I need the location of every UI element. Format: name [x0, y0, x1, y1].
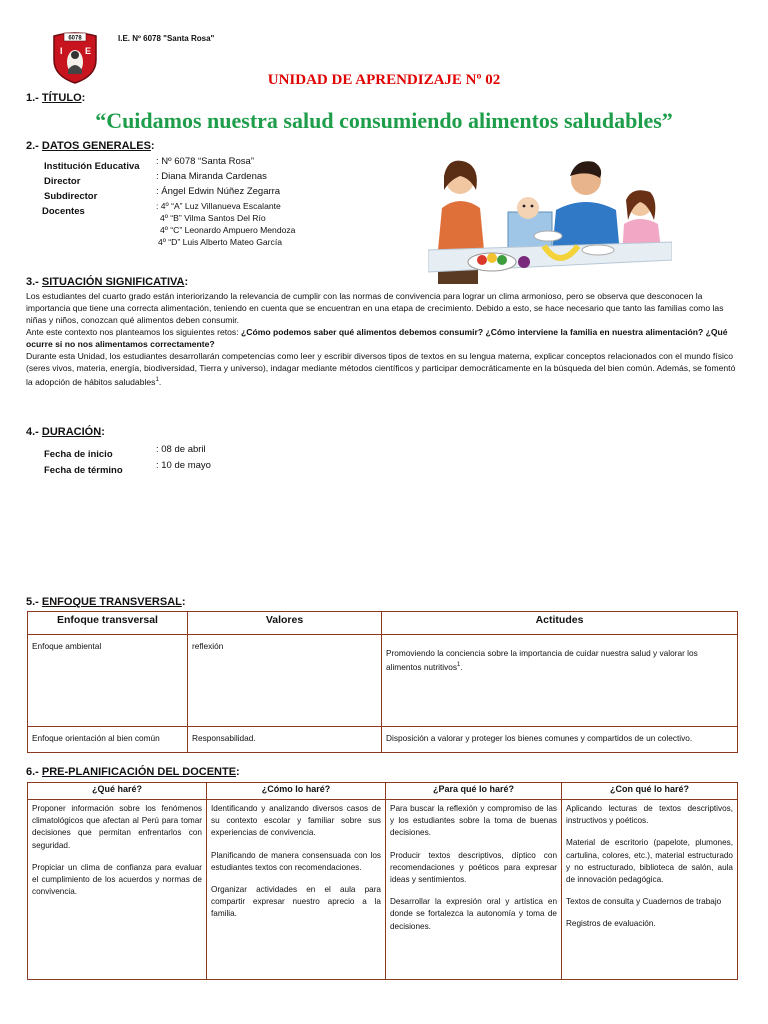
cell-paragraph: Producir textos descriptivos, díptico con recomendaciones y poéticos para expresar ideas y sentimientos. [390, 850, 557, 885]
table-header-row [28, 612, 738, 635]
cell-paragraph: Identificando y analizando diversos casos de su contexto escolar y familiar sobre sus experiencias de convivencia. [211, 804, 381, 838]
section-3-number: 3.- [26, 276, 42, 288]
data-row-teachers [42, 201, 424, 217]
section-6-heading [26, 766, 240, 778]
unit-title: UNIDAD DE APRENDIZAJE Nº 02 [267, 72, 501, 88]
end-date-row [44, 460, 344, 476]
data-label: Director [44, 176, 81, 187]
section-4-label: DURACIÓN [41, 426, 102, 438]
table-row [28, 727, 738, 753]
cell-paragraph: Para buscar la reflexión y compromiso de las y los estudiantes sobre la toma de buenas decisiones. [390, 804, 557, 838]
section-1-heading [26, 92, 85, 104]
data-value: : Diana Miranda Cardenas [156, 171, 267, 182]
table-row [28, 800, 738, 980]
actitud-cell: Disposición a valorar y proteger los bienes comunes y compartidos de un colectivo. [382, 727, 738, 753]
section-5-number: 5.- [26, 596, 42, 608]
teacher-preplanning-table [27, 782, 738, 980]
data-row-institution [44, 156, 424, 171]
enfoque-cell: Enfoque orientación al bien común [28, 727, 188, 753]
section-2-colon: : [150, 140, 155, 152]
data-row-subdirector [44, 186, 424, 201]
data-value: : Ángel Edwin Núñez Zegarra [156, 186, 281, 197]
duration-block [44, 444, 344, 476]
section-6-number: 6.- [26, 766, 42, 778]
section-2-heading [26, 140, 155, 152]
challenges-intro: Ante este contexto nos planteamos los siguientes retos: [26, 327, 241, 337]
enfoque-cell: Enfoque ambiental [28, 635, 188, 727]
cell-paragraph: Material de escritorio (papelote, plumones, cartulina, colores, etc.), material estructurado y no estructurado, biblioteca de salón, aula de innovación pedagógica. [566, 838, 733, 885]
situation-paragraph-2 [26, 326, 741, 350]
valor-cell: Responsabilidad. [188, 727, 382, 753]
cell-paragraph: Aplicando lecturas de textos descriptivos, instructivos y poéticos. [566, 804, 733, 826]
cell-paragraph: Textos de consulta y Cuadernos de trabajo [566, 897, 722, 907]
start-date-value: : 08 de abril [156, 444, 206, 455]
footnote-mark: 1 [155, 377, 159, 383]
actitud-end: . [460, 661, 463, 672]
actitud-cell [382, 635, 738, 727]
logo-letter-i: I [60, 46, 63, 56]
cell-paragraph: Propiciar un clima de confianza para evaluar el cumplimiento de los acuerdos y normas de convivencia. [32, 862, 202, 897]
section-5-label: ENFOQUE TRANSVERSAL [41, 596, 182, 608]
como-lo-hare-cell [207, 800, 386, 980]
section-3-label: SITUACIÓN SIGNIFICATIVA [41, 276, 185, 288]
significant-situation [26, 290, 741, 388]
cell-paragraph: Proponer información sobre los fenómenos climatológicos que afectan al Perú para tomar decisiones que permitan enfrentarlos con seguridad. [32, 804, 202, 850]
data-row-director [44, 171, 424, 186]
que-hare-cell [28, 800, 207, 980]
header-actitudes: Actitudes [382, 612, 738, 635]
header-enfoque: Enfoque transversal [28, 612, 188, 635]
paragraph-end: . [158, 376, 162, 387]
main-title: “Cuidamos nuestra salud consumiendo alimentos saludables” [95, 108, 673, 133]
logo-letter-e: E [85, 46, 92, 56]
data-value: : 4º “A” Luz Villanueva Escalante [156, 201, 281, 211]
end-date-value: : 10 de mayo [156, 460, 211, 471]
section-2-label: DATOS GENERALES [41, 140, 151, 152]
cell-paragraph: Planificando de manera consensuada con los estudiantes textos con recomendaciones. [211, 850, 381, 872]
competencies-text: Durante esta Unidad, los estudiantes desarrollarán competencias como leer y escribir diversos tipos de textos en su lengua materna, explicar conceptos relacionados con el mundo físico (seres vivos, materia, energía, biodiversidad, Tierra y universo), indagar mediante métodos científicos y participar democráticamente en la búsqueda del bien común. Además, se fomentó la adopción de hábitos saludables [26, 351, 736, 387]
table-row [28, 635, 738, 727]
actitud-text: Promoviendo la conciencia sobre la importancia de cuidar nuestra salud y valorar los alimentos nutritivos [386, 648, 698, 672]
general-data [44, 156, 424, 249]
section-5-heading [26, 596, 186, 608]
section-4-colon: : [101, 426, 105, 438]
family-meal-illustration [428, 150, 672, 286]
section-4-heading [26, 426, 105, 438]
cell-paragraph: Desarrollar la expresión oral y artística en donde se fortalezca la autonomía y toma de decisiones. [390, 897, 557, 931]
header-con-que: ¿Con qué lo haré? [562, 783, 738, 800]
teacher-line: 4º “C” Leonardo Ampuero Mendoza [160, 225, 296, 235]
header-que-hare: ¿Qué haré? [28, 783, 207, 800]
header-como-lo-hare: ¿Cómo lo haré? [207, 783, 386, 800]
section-4-number: 4.- [26, 426, 42, 438]
para-que-cell [386, 800, 562, 980]
con-que-cell [562, 800, 738, 980]
data-label: Docentes [42, 206, 85, 217]
section-3-colon: : [184, 276, 189, 288]
section-1-colon: : [81, 92, 86, 104]
section-6-colon: : [236, 766, 240, 778]
cell-paragraph: Registros de evaluación. [566, 919, 656, 929]
data-label: Institución Educativa [44, 161, 140, 172]
data-label: Subdirector [44, 191, 98, 202]
valor-cell: reflexión [188, 635, 382, 727]
challenges-questions: ¿Cómo podemos saber qué alimentos debemos consumir? ¿Cómo interviene la familia en nuestra alimentación? ¿Qué ocurre si no nos alimentamos correctamente? [26, 327, 728, 349]
situation-paragraph-3 [26, 350, 741, 388]
section-6-label: PRE-PLANIFICACIÓN DEL DOCENTE [41, 766, 237, 778]
section-3-heading [26, 276, 188, 288]
school-line: I.E. Nº 6078 "Santa Rosa" [118, 34, 215, 43]
teacher-line: 4º “B” Vilma Santos Del Río [160, 213, 266, 223]
start-date-label: Fecha de inicio [44, 449, 113, 460]
footnote-mark: 1 [457, 662, 461, 668]
end-date-label: Fecha de término [44, 465, 123, 476]
section-5-colon: : [181, 596, 186, 608]
transversal-approach-table [27, 611, 738, 753]
start-date-row [44, 444, 344, 460]
header-valores: Valores [188, 612, 382, 635]
teacher-line: 4º “D” Luis Alberto Mateo García [158, 237, 282, 247]
section-1-label: TÍTULO [41, 92, 82, 104]
header-para-que: ¿Para qué lo haré? [386, 783, 562, 800]
table-header-row [28, 783, 738, 800]
logo-number: 6078 [68, 35, 82, 42]
section-2-number: 2.- [26, 140, 42, 152]
situation-paragraph-1: Los estudiantes del cuarto grado están interiorizando la relevancia de cumplir con las normas de convivencia para lograr un clima armonioso, pero se observa que desconocen la importancia que tiene una correcta alimentación, teniendo en cuenta que se encuentran en una etapa de crecimiento. Debido a esto, se hace necesario que tanto las familias como las niñas y niños, conozcan qué alimentos deben consumir. [26, 291, 724, 325]
section-1-number: 1.- [26, 92, 42, 104]
data-value: : Nº 6078 “Santa Rosa” [156, 156, 254, 167]
cell-paragraph: Organizar actividades en el aula para compartir expresar nuestro aprecio a la familia. [211, 885, 381, 919]
